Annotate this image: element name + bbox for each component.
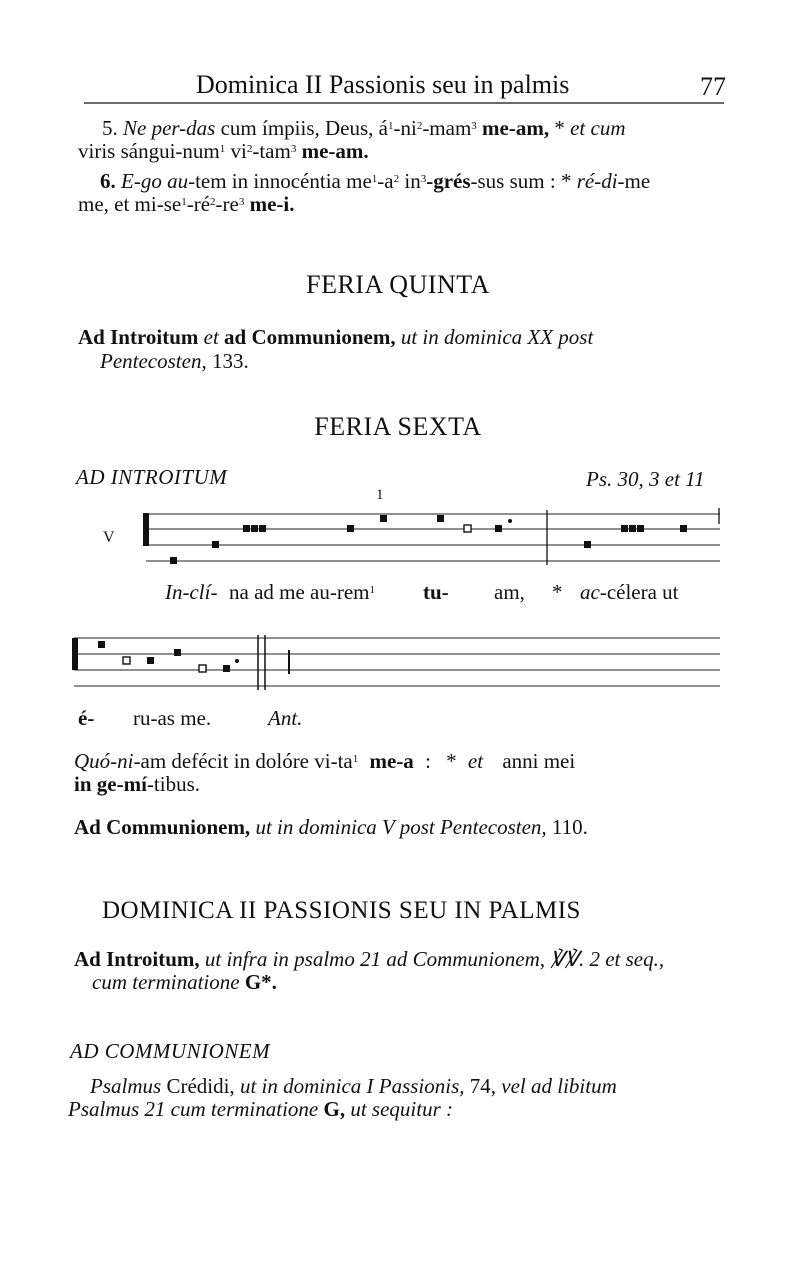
note-12: [621, 525, 628, 532]
note-20: [199, 665, 206, 672]
staff-1-notes: [143, 513, 687, 564]
feria-quinta-line-2: Pentecosten, 133.: [100, 349, 249, 373]
feria-quinta-line-1: Ad Introitum et ad Communionem, ut in dominica XX post: [78, 325, 594, 349]
lyric-tu: tu-: [423, 580, 449, 604]
note-15: [680, 525, 687, 532]
note-10: [495, 525, 502, 532]
note-13: [629, 525, 636, 532]
page-number: 77: [700, 72, 726, 101]
note-19: [174, 649, 181, 656]
lyric-na-ad-me: na ad me au-rem$^1$: [229, 580, 376, 604]
staff-2: [74, 638, 720, 686]
feria-sexta-title: FERIA SEXTA: [314, 412, 482, 441]
feria-sexta-communion: Ad Communionem, ut in dominica V post Pentecosten, 110.: [74, 815, 588, 839]
note-21: [223, 665, 230, 672]
verse-5-line-1: 5. Ne per-das cum ímpiis, Deus, $á^1-ni^2-mam^3$ me-am, * et cum: [102, 116, 626, 140]
dot-1: [508, 519, 512, 523]
dominica-title: DOMINICA II PASSIONIS SEU IN PALMIS: [102, 897, 581, 924]
note-8: [437, 515, 444, 522]
note-18: [147, 657, 154, 664]
dominica-intro-line-1: Ad Introitum, ut infra in psalmo 21 ad Communionem, ℣℣. 2 et seq.,: [74, 947, 665, 971]
lyric-am: am,: [494, 580, 525, 604]
feria-quinta-title: FERIA QUINTA: [306, 270, 490, 299]
verse-5-line-2: viris sángui-num$^1$ $vi^2-tam^3$ me-am.: [78, 139, 369, 163]
ad-introitum-label: AD INTROITUM: [76, 465, 228, 489]
note-9: [464, 525, 471, 532]
verse-6-line-2: me, et $mi-se^1-ré^2-re^3$ me-i.: [78, 192, 295, 216]
ad-communionem-label: AD COMMUNIONEM: [70, 1039, 271, 1063]
staff-2-notes: [72, 638, 239, 672]
mode-letter: V: [103, 529, 115, 546]
c-clef-2: [72, 638, 78, 670]
lyric-in-cli: In-clí-: [165, 580, 218, 604]
note-5: [259, 525, 266, 532]
lyric-ruas-me: ru-as me.: [133, 706, 212, 730]
lyric-ant: Ant.: [268, 706, 303, 730]
c-clef-1: [143, 513, 149, 546]
psalm-verse-line-2: in ge-mí-tibus.: [74, 772, 200, 796]
mode-number: 1: [376, 487, 384, 503]
note-2: [212, 541, 219, 548]
lyric-e: é-: [78, 706, 95, 730]
psalm-verse-line-1: Quó-ni-am defécit in dolóre $vi-ta^1$ me-a : * et anni mei: [74, 749, 576, 773]
lyric-accelera: ac-célera ut: [580, 580, 679, 604]
note-14: [637, 525, 644, 532]
note-17: [123, 657, 130, 664]
lyric-star: *: [552, 580, 563, 604]
note-11: [584, 541, 591, 548]
staff-1: [146, 514, 720, 561]
note-4: [251, 525, 258, 532]
running-title: Dominica II Passionis seu in palmis: [196, 70, 570, 99]
psalm-reference: Ps. 30, 3 et 11: [586, 467, 705, 491]
dominica-intro-line-2: cum terminatione G*.: [92, 970, 277, 994]
note-16: [98, 641, 105, 648]
dot-2: [235, 659, 239, 663]
verse-6-line-1: 6. E-go au-tem in innocéntia $me^1-a^2$ $in^3-grés$-sus sum : * ré-di-me: [100, 169, 651, 193]
note-3: [243, 525, 250, 532]
dominica-communion-line-1: Psalmus Crédidi, ut in dominica I Passionis, 74, vel ad libitum: [90, 1074, 617, 1098]
note-7: [380, 515, 387, 522]
dominica-communion-line-2: Psalmus 21 cum terminatione G, ut sequitur :: [68, 1097, 453, 1121]
note-1: [170, 557, 177, 564]
note-6: [347, 525, 354, 532]
